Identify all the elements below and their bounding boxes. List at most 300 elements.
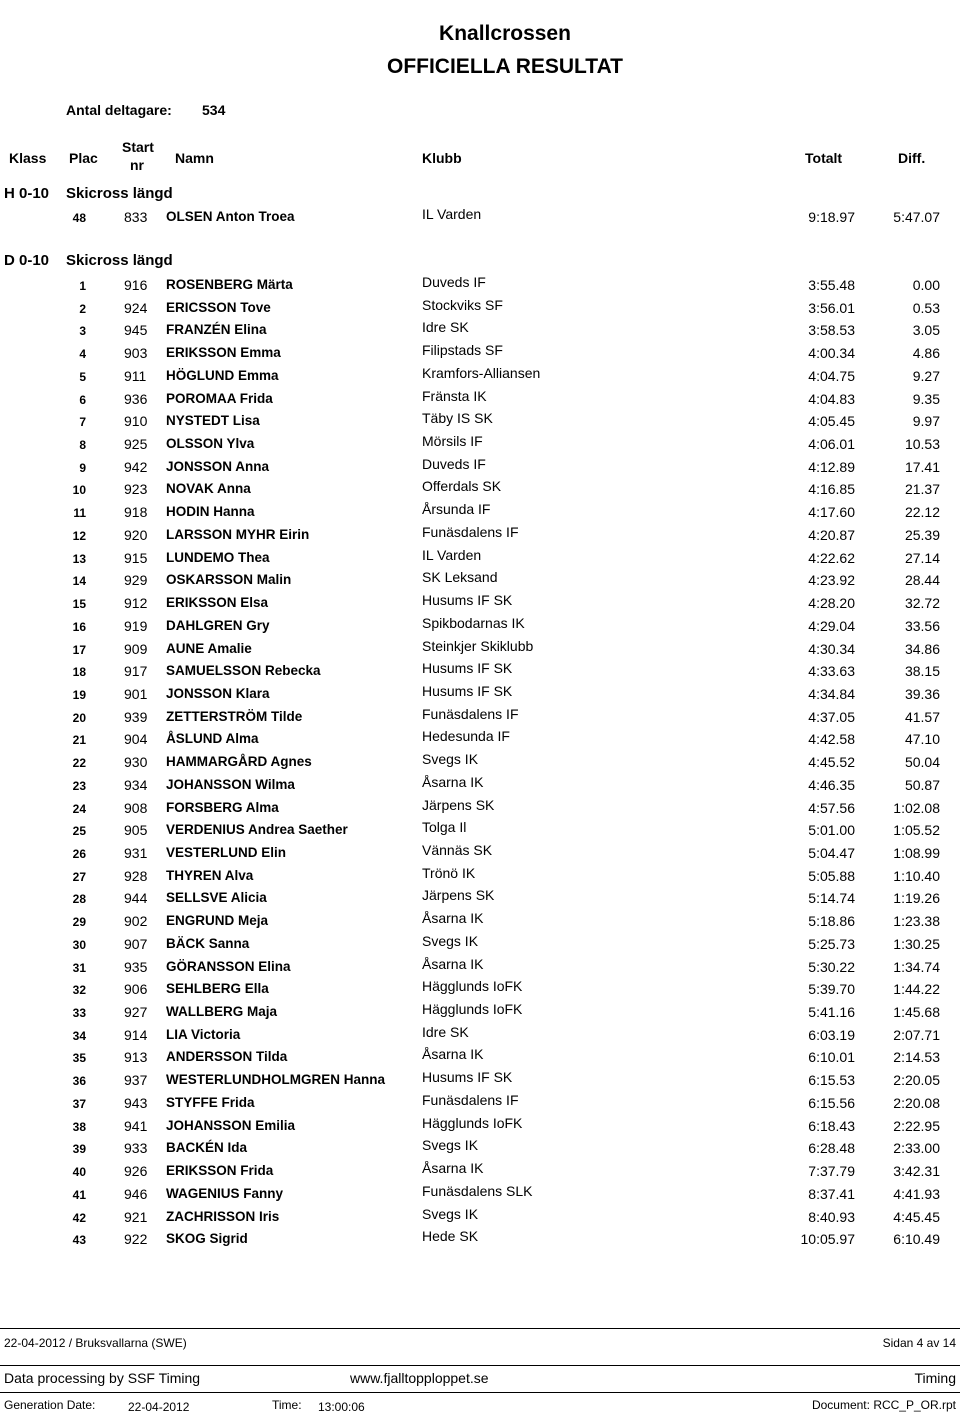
club-cell: Trönö IK [422,864,476,881]
placement-cell: 32 [72,983,86,998]
placement-cell: 35 [72,1051,86,1066]
athlete-name-cell: ZACHRISSON Iris [166,1208,280,1224]
start-number-cell: 910 [124,413,148,430]
total-time-cell: 5:05.88 [808,867,855,884]
time-diff-cell: 2:22.95 [893,1117,940,1134]
time-diff-cell: 2:20.05 [893,1072,940,1089]
athlete-name-cell: FORSBERG Alma [166,799,279,815]
start-number-cell: 931 [124,845,148,861]
time-diff-cell: 6:10.49 [893,1231,940,1248]
table-row [0,1160,960,1185]
start-number-cell: 905 [124,822,148,839]
start-number-cell: 927 [124,1004,148,1021]
time-diff-cell: 1:30.25 [893,935,940,952]
club-cell: SK Leksand [422,569,498,586]
time-value: 13:00:06 [318,1400,365,1414]
table-row [0,842,960,867]
table-row [0,319,960,344]
table-row [0,1137,960,1162]
placement-cell: 33 [72,1006,86,1021]
club-cell: Funäsdalens IF [422,705,519,722]
time-diff-cell: 22.12 [904,504,940,521]
athlete-name-cell: ERIKSSON Frida [166,1163,274,1179]
table-row [0,864,960,890]
athlete-name-cell: ZETTERSTRÖM Tilde [166,708,303,724]
start-number-cell: 926 [124,1163,148,1180]
col-klubb: Klubb [422,150,462,166]
athlete-name-cell: JONSSON Klara [166,685,270,701]
start-number-cell: 921 [124,1208,148,1225]
table-row [0,705,960,731]
club-cell: Filipstads SF [422,342,503,359]
table-row [0,1205,960,1231]
start-number-cell: 907 [124,935,148,952]
footer-date-place: 22-04-2012 / Bruksvallarna (SWE) [4,1336,187,1350]
placement-cell: 19 [72,687,86,702]
club-cell: Steinkjer Skiklubb [422,637,534,654]
start-number-cell: 923 [124,481,148,498]
placement-cell: 22 [72,756,86,771]
table-row [0,773,960,799]
table-row [0,910,960,935]
start-number-cell: 935 [124,958,148,975]
table-row [0,1182,960,1208]
document-name: Document: RCC_P_OR.rpt [811,1398,956,1412]
placement-cell: 42 [72,1210,86,1225]
col-nr: nr [130,157,144,173]
placement-cell: 29 [72,915,86,930]
time-diff-cell: 4:41.93 [893,1185,940,1202]
total-time-cell: 4:42.58 [808,731,855,748]
time-diff-cell: 9.35 [912,390,940,407]
club-cell: Vännäs SK [422,842,493,858]
club-cell: IL Varden [422,546,482,563]
athlete-name-cell: AUNE Amalie [166,640,252,656]
placement-cell: 37 [72,1096,86,1111]
time-label: Time: [272,1398,302,1412]
total-time-cell: 4:05.45 [808,413,855,430]
time-diff-cell: 47.10 [904,731,940,748]
start-number-cell: 909 [124,640,148,657]
start-number-cell: 930 [124,754,148,771]
total-time-cell: 9:18.97 [808,209,855,225]
time-diff-cell: 0.00 [912,277,940,293]
time-diff-cell: 2:07.71 [893,1026,940,1043]
total-time-cell: 5:01.00 [808,822,855,839]
athlete-name-cell: ENGRUND Meja [166,913,269,929]
start-number-cell: 936 [124,390,148,407]
table-row [0,932,960,958]
total-time-cell: 6:18.43 [808,1117,855,1134]
participants-label: Antal deltagare: [66,102,172,118]
start-number-cell: 928 [124,867,148,884]
total-time-cell: 4:37.05 [808,708,855,725]
time-diff-cell: 1:19.26 [893,890,940,907]
placement-cell: 26 [72,847,86,861]
club-cell: Åsarna IK [422,1160,484,1177]
placement-cell: 17 [72,642,86,657]
athlete-name-cell: JOHANSSON Emilia [166,1117,296,1133]
table-row [0,342,960,367]
club-cell: Idre SK [422,319,469,336]
table-row [0,819,960,844]
club-cell: Idre SK [422,1023,469,1040]
table-row [0,1069,960,1094]
time-diff-cell: 27.14 [904,549,940,566]
total-time-cell: 5:30.22 [808,958,855,975]
placement-cell: 8 [79,438,86,453]
athlete-name-cell: STYFFE Frida [166,1094,255,1110]
time-diff-cell: 0.53 [912,299,940,316]
table-row [0,501,960,526]
col-start: Start [122,139,154,155]
club-cell: Mörsils IF [422,433,483,450]
start-number-cell: 946 [124,1185,148,1202]
athlete-name-cell: ANDERSSON Tilda [166,1049,288,1065]
club-cell: Funäsdalens SLK [422,1182,533,1199]
time-diff-cell: 2:20.08 [893,1094,940,1111]
table-row [0,433,960,458]
start-number-cell: 941 [124,1117,148,1134]
table-row [0,614,960,640]
athlete-name-cell: JOHANSSON Wilma [166,776,295,792]
athlete-name-cell: SAMUELSSON Rebecka [166,663,321,679]
athlete-name-cell: LIA Victoria [166,1026,241,1042]
athlete-name-cell: HAMMARGÅRD Agnes [166,754,312,770]
athlete-name-cell: ÅSLUND Alma [166,731,259,747]
table-row [0,387,960,413]
footer-page: Sidan 4 av 14 [882,1336,956,1350]
start-number-cell: 943 [124,1094,148,1111]
total-time-cell: 3:58.53 [808,322,855,339]
total-time-cell: 4:29.04 [808,617,855,634]
start-number-cell: 929 [124,572,148,589]
total-time-cell: 4:00.34 [808,345,855,362]
total-time-cell: 4:33.63 [808,663,855,680]
start-number-cell: 937 [124,1072,148,1089]
start-number-cell: 919 [124,617,148,634]
table-row [0,455,960,481]
club-cell: Åsarna IK [422,955,484,972]
col-totalt: Totalt [805,150,843,166]
time-diff-cell: 38.15 [904,663,940,680]
time-diff-cell: 39.36 [904,685,940,702]
total-time-cell: 5:25.73 [808,935,855,952]
participants-value: 534 [202,102,226,118]
column-header [0,138,960,180]
total-time-cell: 4:57.56 [808,799,855,816]
athlete-name-cell: HÖGLUND Emma [166,367,279,383]
athlete-name-cell: LUNDEMO Thea [166,549,270,565]
start-number-cell: 906 [124,981,148,998]
athlete-name-cell: VERDENIUS Andrea Saether [166,822,348,838]
athlete-name-cell: SKOG Sigrid [166,1231,248,1247]
total-time-cell: 5:14.74 [808,890,855,907]
placement-cell: 10 [72,483,86,498]
table-row [0,887,960,912]
total-time-cell: 4:45.52 [808,754,855,771]
time-diff-cell: 1:45.68 [893,1004,940,1021]
table-row [0,660,960,685]
total-time-cell: 4:30.34 [808,640,855,657]
athlete-name-cell: HODIN Hanna [166,504,255,520]
placement-cell: 7 [79,415,86,430]
total-time-cell: 4:17.60 [808,504,855,521]
placement-cell: 1 [79,279,86,293]
athlete-name-cell: WALLBERG Maja [166,1004,278,1020]
start-number-cell: 933 [124,1140,148,1157]
start-number-cell: 945 [124,322,148,339]
athlete-name-cell: WAGENIUS Fanny [166,1185,284,1201]
start-number-cell: 922 [124,1231,148,1248]
start-number-cell: 944 [124,890,148,907]
table-row [0,1023,960,1049]
placement-cell: 18 [72,665,86,680]
athlete-name-cell: DAHLGREN Gry [166,617,270,633]
athlete-name-cell: ROSENBERG Märta [166,277,293,292]
club-cell: Hägglunds IoFK [422,1114,523,1131]
athlete-name-cell: THYREN Alva [166,867,254,883]
start-number-cell: 833 [124,209,148,225]
table-row [0,410,960,435]
club-cell: Funäsdalens IF [422,1091,519,1108]
time-diff-cell: 50.87 [904,776,940,793]
placement-cell: 9 [79,460,86,475]
time-diff-cell: 4.86 [912,345,940,362]
athlete-name-cell: VESTERLUND Elin [166,845,287,860]
start-number-cell: 915 [124,549,148,566]
time-diff-cell: 3.05 [912,322,940,339]
total-time-cell: 5:18.86 [808,913,855,930]
club-cell: Tolga Il [422,819,467,836]
club-cell: Duveds IF [422,455,486,472]
time-diff-cell: 50.04 [904,754,940,771]
discipline-name: Skicross längd [66,252,173,269]
start-number-cell: 912 [124,595,148,612]
time-diff-cell: 2:33.00 [893,1140,940,1157]
total-time-cell: 4:06.01 [808,436,855,453]
col-plac: Plac [69,150,98,166]
athlete-name-cell: NYSTEDT Lisa [166,413,260,429]
table-row [0,1001,960,1026]
table-row [0,364,960,390]
placement-cell: 36 [72,1074,86,1089]
athlete-name-cell: ERIKSSON Emma [166,345,281,361]
club-cell: Järpens SK [422,887,495,904]
start-number-cell: 904 [124,731,148,748]
club-cell: Offerdals SK [422,478,502,495]
club-cell: Åsarna IK [422,910,484,927]
table-row [0,1228,960,1253]
table-row [0,206,960,231]
athlete-name-cell: FRANZÉN Elina [166,322,267,338]
discipline-name: Skicross längd [66,185,173,202]
athlete-name-cell: NOVAK Anna [166,481,251,497]
start-number-cell: 942 [124,458,148,475]
placement-cell: 12 [72,528,86,543]
time-diff-cell: 2:14.53 [893,1049,940,1066]
total-time-cell: 8:37.41 [808,1185,855,1202]
total-time-cell: 6:15.56 [808,1094,855,1111]
time-diff-cell: 4:45.45 [893,1208,940,1225]
total-time-cell: 4:04.75 [808,367,855,384]
club-cell: IL Varden [422,206,482,222]
table-row [0,274,960,299]
table-row [0,1114,960,1140]
club-cell: Åsarna IK [422,1046,484,1063]
total-time-cell: 4:16.85 [808,481,855,498]
footer-website[interactable]: www.fjalltopploppet.se [350,1370,489,1386]
club-cell: Årsunda IF [422,501,491,518]
start-number-cell: 920 [124,526,148,543]
club-cell: Kramfors-Alliansen [422,364,541,381]
placement-cell: 3 [79,324,86,339]
table-row [0,546,960,572]
start-number-cell: 902 [124,913,148,930]
col-klass: Klass [9,150,47,166]
total-time-cell: 6:10.01 [808,1049,855,1066]
time-diff-cell: 3:42.31 [893,1163,940,1180]
club-cell: Hede SK [422,1228,479,1245]
total-time-cell: 5:39.70 [808,981,855,998]
total-time-cell: 5:41.16 [808,1004,855,1021]
placement-cell: 4 [79,347,86,362]
time-diff-cell: 28.44 [904,572,940,589]
total-time-cell: 7:37.79 [808,1163,855,1180]
placement-cell: 27 [72,869,86,884]
start-number-cell: 925 [124,436,148,453]
club-cell: Hägglunds IoFK [422,1001,523,1018]
table-row [0,592,960,617]
table-row [0,1046,960,1071]
time-diff-cell: 1:34.74 [893,958,940,975]
club-cell: Husums IF SK [422,660,513,677]
table-row [0,478,960,503]
placement-cell: 21 [72,733,86,748]
page-subtitle: OFFICIELLA RESULTAT [386,55,624,78]
athlete-name-cell: BÄCK Sanna [166,935,250,951]
time-diff-cell: 34.86 [904,640,940,657]
time-diff-cell: 9.27 [912,367,940,384]
start-number-cell: 917 [124,663,148,680]
start-number-cell: 924 [124,299,148,316]
footer-processing: Data processing by SSF Timing [4,1370,201,1386]
participants-count [66,102,226,118]
time-diff-cell: 41.57 [904,708,940,725]
placement-cell: 25 [72,824,86,839]
time-diff-cell: 1:44.22 [893,981,940,998]
placement-cell: 48 [72,211,86,225]
start-number-cell: 913 [124,1049,148,1066]
club-cell: Duveds IF [422,274,486,290]
club-cell: Husums IF SK [422,1069,513,1086]
time-diff-cell: 1:23.38 [893,913,940,930]
placement-cell: 40 [72,1165,86,1180]
total-time-cell: 6:15.53 [808,1072,855,1089]
time-diff-cell: 21.37 [904,481,940,498]
time-diff-cell: 17.41 [904,458,940,475]
table-row [0,728,960,753]
time-diff-cell: 25.39 [904,526,940,543]
placement-cell: 41 [72,1187,86,1202]
placement-cell: 38 [72,1119,86,1134]
start-number-cell: 914 [124,1026,148,1043]
start-number-cell: 903 [124,345,148,362]
athlete-name-cell: ERICSSON Tove [166,299,271,315]
table-row [0,796,960,822]
time-diff-cell: 10.53 [904,436,940,453]
club-cell: Hägglunds IoFK [422,978,523,995]
total-time-cell: 4:22.62 [808,549,855,566]
total-time-cell: 4:28.20 [808,595,855,612]
col-diff: Diff. [898,150,926,166]
athlete-name-cell: LARSSON MYHR Eirin [166,526,310,542]
start-number-cell: 908 [124,799,148,816]
athlete-name-cell: OSKARSSON Malin [166,572,292,588]
time-diff-cell: 33.56 [904,617,940,634]
start-number-cell: 934 [124,776,148,793]
time-diff-cell: 1:05.52 [893,822,940,839]
start-number-cell: 939 [124,708,148,725]
club-cell: Svegs IK [422,1137,479,1154]
placement-cell: 28 [72,892,86,907]
table-row [0,296,960,322]
time-diff-cell: 1:02.08 [893,799,940,816]
total-time-cell: 4:04.83 [808,390,855,407]
athlete-name-cell: SELLSVE Alicia [166,890,267,906]
placement-cell: 6 [79,392,86,407]
total-time-cell: 6:28.48 [808,1140,855,1157]
table-row [0,523,960,549]
club-cell: Hedesunda IF [422,728,510,745]
table-row [0,569,960,594]
placement-cell: 31 [72,960,86,975]
athlete-name-cell: SEHLBERG Ella [166,981,269,997]
total-time-cell: 4:20.87 [808,526,855,543]
club-cell: Spikbodarnas IK [422,614,525,631]
total-time-cell: 8:40.93 [808,1208,855,1225]
total-time-cell: 4:34.84 [808,685,855,702]
total-time-cell: 6:03.19 [808,1026,855,1043]
club-cell: Funäsdalens IF [422,523,519,540]
table-row [0,682,960,708]
generation-date-value: 22-04-2012 [128,1400,190,1414]
time-diff-cell: 1:10.40 [893,867,940,884]
athlete-name-cell: BACKÉN Ida [166,1140,248,1156]
placement-cell: 13 [72,551,86,566]
time-diff-cell: 9.97 [912,413,940,430]
total-time-cell: 3:56.01 [808,299,855,316]
start-number-cell: 916 [124,277,148,293]
placement-cell: 5 [79,369,86,384]
table-row [0,955,960,981]
class-name: D 0-10 [4,252,50,269]
page-title: Knallcrossen [439,22,571,45]
athlete-name-cell: ERIKSSON Elsa [166,595,269,611]
placement-cell: 2 [79,301,86,316]
placement-cell: 16 [72,619,86,634]
start-number-cell: 911 [124,367,147,384]
placement-cell: 23 [72,778,86,793]
athlete-name-cell: WESTERLUNDHOLMGREN Hanna [166,1072,385,1088]
table-row [0,637,960,663]
club-cell: Svegs IK [422,932,479,949]
club-cell: Fränsta IK [422,387,487,404]
total-time-cell: 4:23.92 [808,572,855,589]
club-cell: Järpens SK [422,796,495,813]
total-time-cell: 10:05.97 [800,1231,855,1248]
club-cell: Svegs IK [422,751,479,768]
